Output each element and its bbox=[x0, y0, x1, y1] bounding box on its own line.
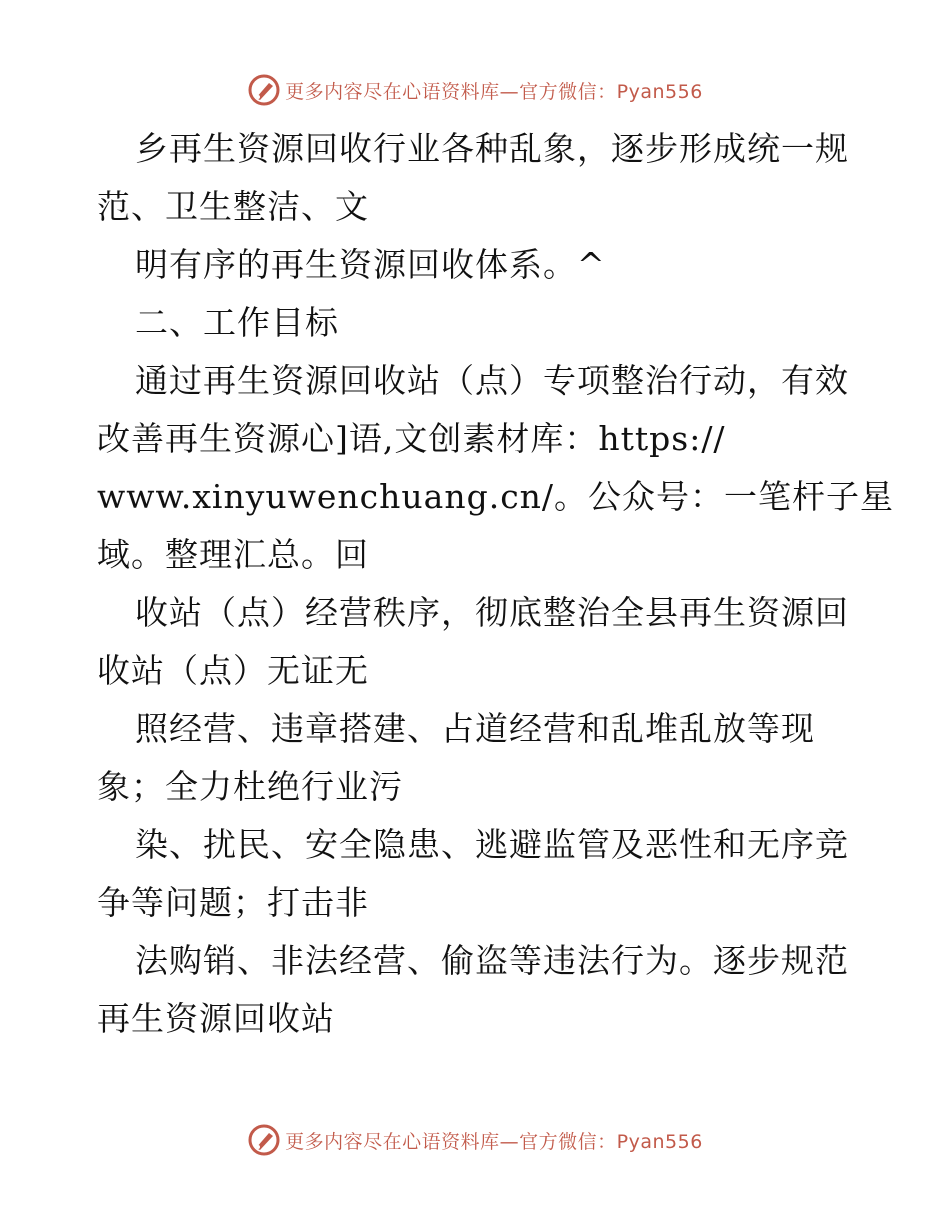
body-text-line: 二、工作目标 bbox=[135, 303, 339, 342]
body-text-line: 范、卫生整洁、文 bbox=[97, 187, 369, 226]
body-text-line: 照经营、违章搭建、占道经营和乱堆乱放等现 bbox=[135, 709, 815, 748]
body-text-line: 域。整理汇总。回 bbox=[97, 535, 369, 574]
header-watermark bbox=[0, 70, 950, 110]
body-text-line: 收站（点）经营秩序，彻底整治全县再生资源回 bbox=[135, 593, 849, 632]
body-text-line: 改善再生资源心]语,文创素材库：https:// bbox=[97, 419, 726, 458]
pen-logo-icon bbox=[247, 1123, 281, 1157]
body-text-line: 通过再生资源回收站（点）专项整治行动，有效 bbox=[135, 361, 849, 400]
body-text-line: 法购销、非法经营、偷盗等违法行为。逐步规范 bbox=[135, 941, 849, 980]
body-text-line: 象；全力杜绝行业污 bbox=[97, 767, 403, 806]
body-text-line: 争等问题；打击非 bbox=[97, 883, 369, 922]
footer-watermark-text: 更多内容尽在心语资料库—官方微信：Pyan556 bbox=[285, 1130, 703, 1153]
body-text-line: 明有序的再生资源回收体系。^ bbox=[135, 245, 606, 284]
body-text-line: 再生资源回收站 bbox=[97, 999, 335, 1038]
body-text-line: 染、扰民、安全隐患、逃避监管及恶性和无序竞 bbox=[135, 825, 849, 864]
body-text-line: 收站（点）无证无 bbox=[97, 651, 369, 690]
body-text-line: 乡再生资源回收行业各种乱象，逐步形成统一规 bbox=[135, 129, 849, 168]
document-body bbox=[97, 120, 895, 1048]
footer-watermark bbox=[0, 1120, 950, 1160]
pen-logo-icon bbox=[247, 73, 281, 107]
header-watermark-text: 更多内容尽在心语资料库—官方微信：Pyan556 bbox=[285, 80, 703, 103]
body-text-line: www.xinyuwenchuang.cn/。公众号：一笔杆子星 bbox=[97, 477, 895, 516]
